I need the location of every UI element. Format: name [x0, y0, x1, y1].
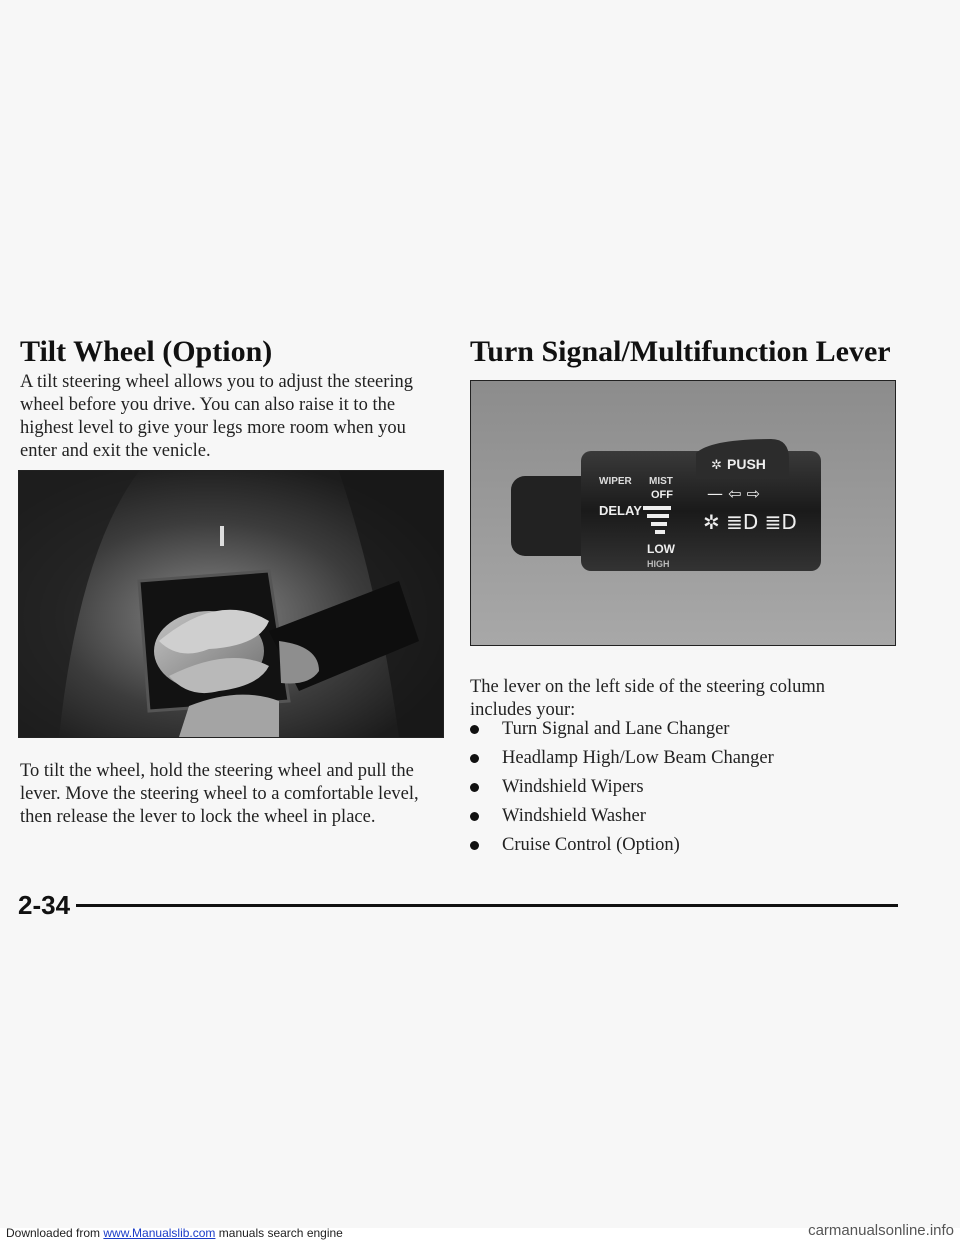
manualslib-link[interactable]: www.Manualslib.com	[103, 1226, 216, 1240]
list-item: Cruise Control (Option)	[470, 834, 774, 863]
tilt-wheel-heading: Tilt Wheel (Option)	[20, 335, 273, 368]
lever-intro: The lever on the left side of the steering column includes your:	[470, 677, 825, 720]
footer-rule	[76, 904, 898, 907]
lever-illustration	[471, 381, 895, 645]
high-label: HIGH	[647, 559, 670, 569]
download-footer: Downloaded from www.Manualslib.com manuals search engine	[6, 1226, 343, 1240]
list-item: Windshield Wipers	[470, 776, 774, 805]
push-label: PUSH	[727, 456, 766, 472]
delay-label: DELAY	[599, 503, 642, 518]
delay-bar-4	[655, 530, 665, 534]
delay-bar-3	[651, 522, 667, 526]
turn-arrows-icon: — ⇦ ⇨	[707, 484, 760, 503]
bullet-icon	[470, 725, 479, 734]
turn-signal-heading: Turn Signal/Multifunction Lever	[470, 335, 891, 368]
tilt-lever-illustration	[19, 471, 443, 737]
wiper-label: WIPER	[599, 476, 632, 487]
multifunction-lever-photo	[470, 380, 896, 646]
washer-headlamp-icons: ✲ ≣D ≣D	[703, 510, 797, 534]
bullet-icon	[470, 783, 479, 792]
delay-bar-1	[643, 506, 671, 510]
tilt-wheel-intro: A tilt steering wheel allows you to adjust the steering wheel before you drive. You can also raise it to the highest level to give your legs more room when you enter and exit the venicle.	[20, 372, 414, 461]
list-item: Windshield Washer	[470, 805, 774, 834]
low-label: LOW	[647, 542, 675, 556]
mist-label: MIST	[649, 476, 673, 487]
bullet-icon	[470, 754, 479, 763]
bullet-icon	[470, 841, 479, 850]
off-label: OFF	[651, 489, 673, 501]
lever-features-list	[470, 718, 774, 863]
push-glyph: ✲	[711, 457, 722, 472]
tilt-wheel-instructions: To tilt the wheel, hold the steering wheel and pull the lever. Move the steering wheel to a comfortable level, then release the lever to lock the wheel in place.	[20, 761, 419, 827]
list-item: Headlamp High/Low Beam Changer	[470, 747, 774, 776]
bullet-icon	[470, 812, 479, 821]
list-item: Turn Signal and Lane Changer	[470, 718, 774, 747]
delay-bar-2	[647, 514, 669, 518]
watermark: carmanualsonline.info	[808, 1222, 954, 1239]
tilt-wheel-photo	[18, 470, 444, 738]
page-number: 2-34	[18, 890, 71, 920]
